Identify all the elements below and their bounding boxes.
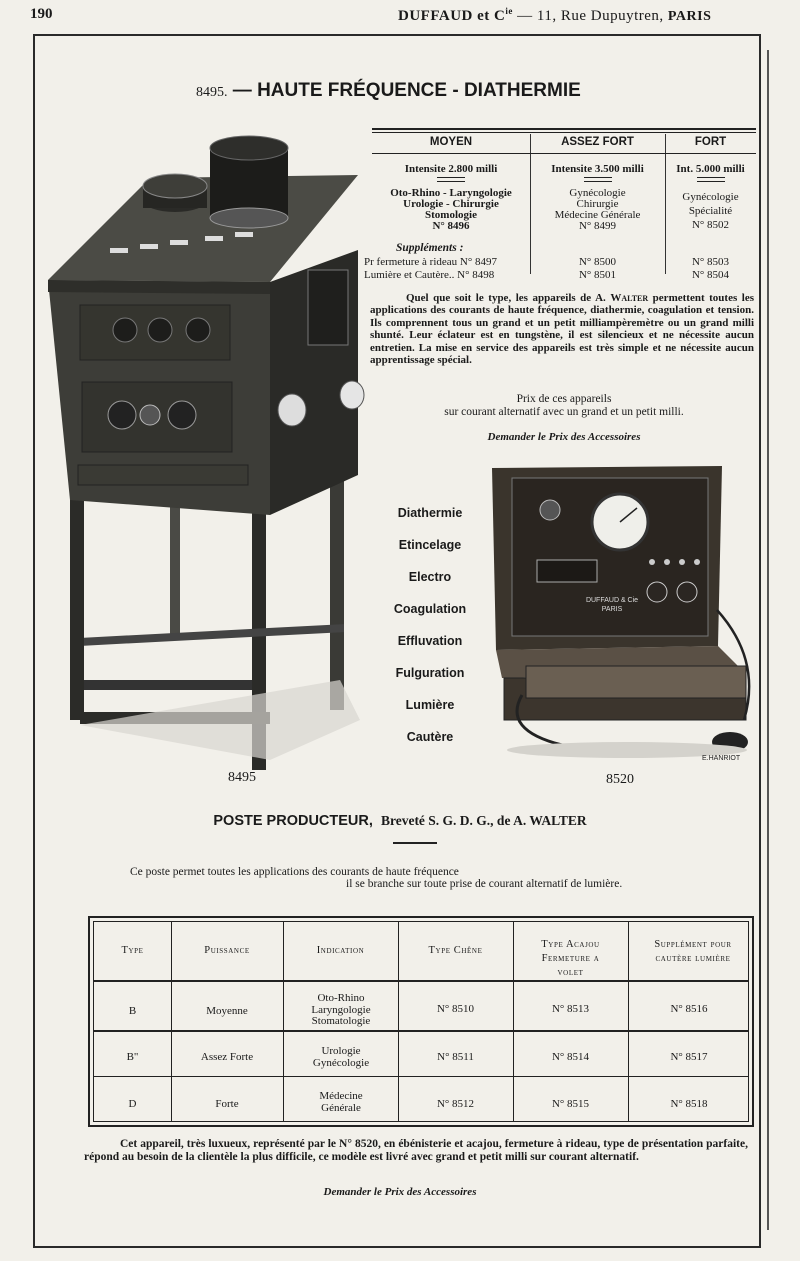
row1-type: B [128,1005,137,1017]
row2-acajou: N° 8514 [551,1051,590,1063]
row3-acajou: N° 8515 [551,1098,590,1110]
intensity-assez-fort: Intensite 3.500 milli [530,164,665,182]
th-indication: Indication [316,945,365,956]
supplement-row-1-assez-fort: N° 8500 [578,256,617,268]
row2-indication: Urologie Gynécologie [312,1045,370,1069]
diathermy-cabinet-illustration [40,120,370,780]
title-number: 8495. [196,85,228,100]
applications-moyen: Oto-Rhino - Laryngologie Urologie - Chirurgie Stomologie N° 8496 [390,187,512,232]
poste-title: POSTE PRODUCTEUR, Breveté S. G. D. G., de A. WALTER [213,813,587,829]
th-type: Type [121,945,144,956]
application-item: Fulguration [395,666,465,680]
firm-address: — 11, Rue Dupuytren, [517,8,664,24]
row3-indication: Médecine Générale [319,1090,363,1114]
row1-acajou: N° 8513 [551,1003,590,1015]
nameplate-line-1: DUFFAUD & Cie [585,597,639,604]
col-line [513,922,514,1121]
application-item: Lumière [405,698,455,712]
row-line [94,1030,748,1032]
poste-intro-2: il se branche sur toute prise de courant alternatif de lumière. [346,878,623,890]
header-assez-fort: ASSEZ FORT [561,136,634,148]
catalog-header [398,6,711,25]
supplement-row-2-assez-fort: N° 8501 [578,269,617,281]
supplements-label: Suppléments : [396,242,464,254]
th-supplement: Supplément pour cautère lumière [654,939,732,964]
figure-label-8495: 8495 [228,770,256,785]
table-rule-top-2 [372,132,756,133]
row1-chene: N° 8510 [436,1003,475,1015]
engraver-signature: E.HANRIOT [702,755,741,762]
application-item: Electro [408,570,452,584]
application-item: Diathermie [397,506,463,520]
figure-label-8520: 8520 [606,772,634,787]
firm-name: DUFFAUD et C [398,8,506,24]
header-fort: FORT [694,136,727,148]
th-type-acajou: Type Acajou Fermeture a volet [541,939,600,978]
poste-intro-1: Ce poste permet toutes les applications des courants de haute fréquence [130,866,459,878]
firm-city: PARIS [667,9,712,24]
walter-cabinet-illustration [482,460,768,770]
nameplate-line-2: PARIS [601,606,623,613]
poste-rule [393,842,437,844]
th-type-chene: Type Chêne [428,945,483,956]
col-line [628,922,629,1121]
title-dash: — [232,80,252,101]
title-text: HAUTE FRÉQUENCE - DIATHERMIE [257,80,581,101]
row1-indication: Oto-Rhino Laryngologie Stomatologie [311,992,371,1027]
applications-fort: Gynécologie Spécialité N° 8502 [682,191,739,231]
intensity-fort: Int. 5.000 milli [665,164,756,182]
description-paragraph: Quel que soit le type, les appareils de A. Walter permettent toutes les applications des courants de haute fréquence, diathermie, coagulation et tension. Ils comprennent tous un grand et un petit milliampèremètre ou un grand milli shunté. Leur éclateur est en tungstène, il est silencieux et ne nécessite aucun entretien. La mise en service des appareils est très simple et ne nécessite aucun apprentissage spécial. [370,292,754,367]
row2-supplement: N° 8517 [670,1051,708,1063]
row2-type: B" [126,1051,139,1063]
row-line [94,980,748,982]
row3-supplement: N° 8518 [670,1098,708,1110]
application-item: Coagulation [393,602,467,616]
row1-supplement: N° 8516 [670,1003,708,1015]
types-table [88,916,754,1127]
applications-assez-fort: Gynécologie Chirurgie Médecine Générale N° 8499 [554,187,641,232]
row2-puissance: Assez Forte [200,1051,254,1063]
supplement-row-1-fort: N° 8503 [691,256,730,268]
price-note: Prix de ces appareils sur courant alternatif avec un grand et un petit milli. [444,393,684,418]
supplement-row-2-fort: N° 8504 [691,269,730,281]
firm-sup: ie [505,6,513,16]
page-number: 190 [30,6,53,22]
application-item: Cautère [406,730,454,744]
row2-chene: N° 8511 [437,1051,474,1063]
row3-puissance: Forte [215,1098,239,1110]
types-table-inner [93,921,749,1122]
intensity-moyen: Intensite 2.800 milli [372,164,530,182]
row-line [94,1076,748,1077]
row3-type: D [128,1098,137,1110]
ask-accessories-bottom: Demander le Prix des Accessoires [323,1186,477,1198]
header-rule [372,153,756,154]
th-puissance: Puissance [204,945,250,956]
application-item: Etincelage [398,538,462,552]
supplement-row-2-label: Lumière et Cautère.. N° 8498 [364,269,495,281]
row1-puissance: Moyenne [206,1005,248,1017]
row3-chene: N° 8512 [436,1098,475,1110]
page-title [196,80,581,102]
table-rule-top [372,128,756,130]
header-moyen: MOYEN [429,136,473,148]
supplement-row-1-label: Pr fermeture à rideau N° 8497 [364,256,497,268]
ask-accessories-top: Demander le Prix des Accessoires [487,431,641,443]
footer-paragraph: Cet appareil, très luxueux, représenté par le N° 8520, en ébénisterie et acajou, fermeture à rideau, type de présentation parfaite, répond au besoin de la clientèle la plus difficile, ce modèle est livré avec grand et petit milli sur courant alternatif. [84,1138,748,1163]
application-item: Effluvation [397,634,463,648]
